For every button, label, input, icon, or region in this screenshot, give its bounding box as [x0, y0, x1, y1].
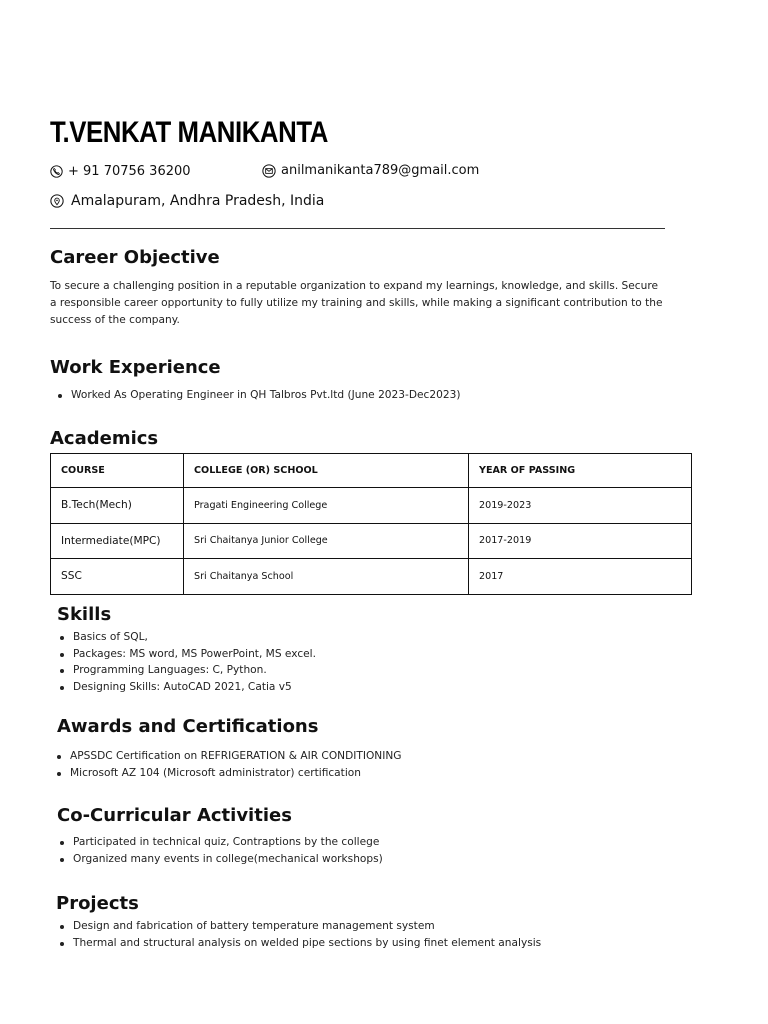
table-cell: Sri Chaitanya Junior College — [184, 523, 469, 559]
list-item: Basics of SQL, — [57, 629, 316, 646]
skills-heading: Skills — [57, 604, 112, 625]
skills-list — [57, 629, 316, 695]
phone-number: + 91 70756 36200 — [68, 164, 191, 179]
table-cell: Pragati Engineering College — [184, 488, 469, 524]
column-header: COURSE — [51, 454, 184, 488]
table-cell: Intermediate(MPC) — [51, 523, 184, 559]
list-item: Worked As Operating Engineer in QH Talbros Pvt.ltd (June 2023-Dec2023) — [55, 387, 460, 404]
candidate-name: T.VENKAT MANIKANTA — [50, 116, 328, 149]
co-curricular-heading: Co-Curricular Activities — [57, 805, 292, 826]
table-cell: 2019-2023 — [469, 488, 692, 524]
table-cell: B.Tech(Mech) — [51, 488, 184, 524]
objective-line: success of the company. — [50, 314, 180, 326]
projects-heading: Projects — [56, 893, 139, 914]
work-experience-list — [55, 387, 460, 404]
email-contact — [262, 163, 479, 178]
address-text: Amalapuram, Andhra Pradesh, India — [71, 193, 325, 209]
awards-heading: Awards and Certifications — [57, 716, 319, 737]
table-row — [51, 523, 692, 559]
list-item: Programming Languages: C, Python. — [57, 662, 316, 679]
career-objective-heading: Career Objective — [50, 247, 220, 268]
co-curricular-list — [57, 834, 383, 867]
work-experience-heading: Work Experience — [50, 357, 221, 378]
list-item: Organized many events in college(mechanical workshops) — [57, 851, 383, 868]
address-contact — [50, 193, 324, 209]
awards-list — [54, 748, 402, 781]
email-address: anilmanikanta789@gmail.com — [281, 163, 480, 178]
table-cell: 2017 — [469, 559, 692, 595]
academics-table — [50, 453, 692, 595]
list-item: Packages: MS word, MS PowerPoint, MS excel. — [57, 646, 316, 663]
table-row — [51, 559, 692, 595]
list-item: Design and fabrication of battery temperature management system — [57, 918, 541, 935]
header-divider — [50, 228, 665, 229]
table-cell: 2017-2019 — [469, 523, 692, 559]
projects-list — [57, 918, 541, 951]
objective-line: To secure a challenging position in a reputable organization to expand my learnings, knowledge, and skills. Secure — [50, 280, 658, 292]
academics-heading: Academics — [50, 428, 159, 449]
phone-icon — [50, 165, 63, 178]
column-header: COLLEGE (OR) SCHOOL — [184, 454, 469, 488]
table-cell: Sri Chaitanya School — [184, 559, 469, 595]
list-item: Designing Skills: AutoCAD 2021, Catia v5 — [57, 679, 316, 696]
career-objective-text — [50, 278, 680, 329]
objective-line: a responsible career opportunity to fully utilize my training and skills, while making a significant contribution to the — [50, 297, 663, 309]
table-header-row — [51, 454, 692, 488]
column-header: YEAR OF PASSING — [469, 454, 692, 488]
table-row — [51, 488, 692, 524]
list-item: Thermal and structural analysis on welded pipe sections by using finet element analysis — [57, 935, 541, 952]
table-cell: SSC — [51, 559, 184, 595]
list-item: APSSDC Certification on REFRIGERATION & AIR CONDITIONING — [54, 748, 402, 765]
phone-contact — [50, 164, 191, 179]
list-item: Participated in technical quiz, Contraptions by the college — [57, 834, 383, 851]
envelope-icon — [262, 164, 276, 178]
location-pin-icon — [50, 194, 64, 208]
list-item: Microsoft AZ 104 (Microsoft administrator) certification — [54, 765, 402, 782]
